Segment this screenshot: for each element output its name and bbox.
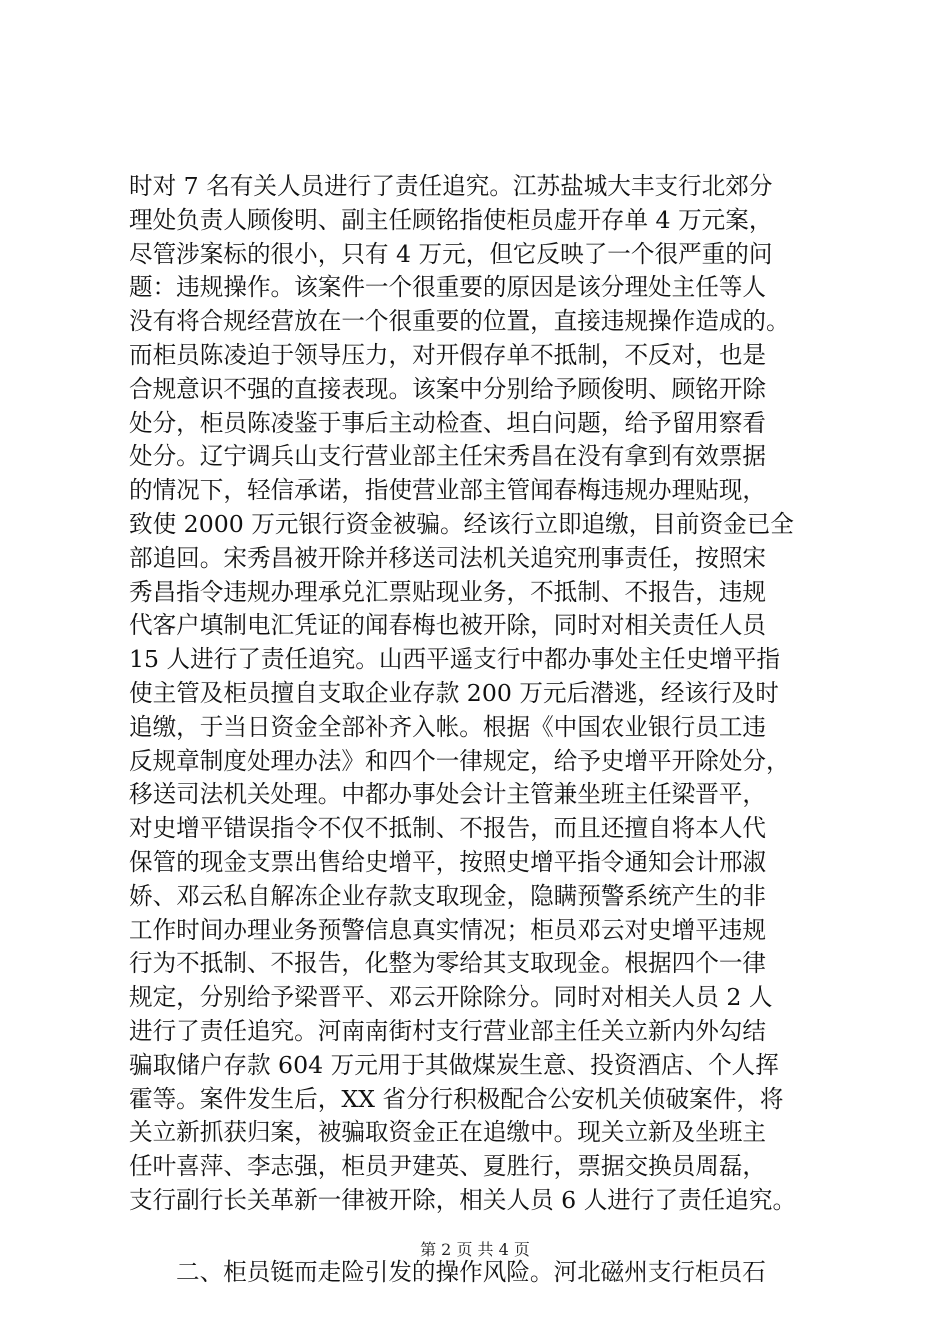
text-line: 二、柜员铤而走险引发的操作风险。河北磁州支行柜员石 bbox=[176, 1257, 766, 1286]
page-number-footer: 第 2 页 共 4 页 bbox=[420, 1240, 530, 1259]
text-line: 关立新抓获归案，被骗取资金正在追缴中。现关立新及坐班主 bbox=[129, 1118, 767, 1147]
text-line: 保管的现金支票出售给史增平，按照史增平指令通知会计邢淑 bbox=[129, 847, 767, 876]
text-line: 处分。辽宁调兵山支行营业部主任宋秀昌在没有拿到有效票据 bbox=[129, 442, 767, 471]
text-line: 移送司法机关处理。中都办事处会计主管兼坐班主任梁晋平， bbox=[129, 780, 767, 809]
text-line: 反规章制度处理办法》和四个一律规定，给予史增平开除处分， bbox=[129, 746, 790, 775]
text-line: 霍等。案件发生后，XX 省分行积极配合公安机关侦破案件，将 bbox=[129, 1084, 784, 1113]
text-line: 而柜员陈凌迫于领导压力，对开假存单不抵制，不反对，也是 bbox=[129, 340, 767, 369]
text-line: 骗取储户存款 604 万元用于其做煤炭生意、投资酒店、个人挥 bbox=[129, 1050, 779, 1079]
text-line: 秀昌指令违规办理承兑汇票贴现业务，不抵制、不报告，违规 bbox=[129, 577, 767, 606]
text-line: 娇、邓云私自解冻企业存款支取现金，隐瞒预警系统产生的非 bbox=[129, 881, 767, 910]
text-line: 行为不抵制、不报告，化整为零给其支取现金。根据四个一律 bbox=[129, 949, 767, 978]
text-line: 代客户填制电汇凭证的闻春梅也被开除，同时对相关责任人员 bbox=[129, 611, 767, 640]
paragraph-1 bbox=[129, 170, 859, 1218]
text-line: 对史增平错误指令不仅不抵制、不报告，而且还擅自将本人代 bbox=[129, 814, 767, 843]
document-body bbox=[129, 170, 859, 1290]
text-line: 致使 2000 万元银行资金被骗。经该行立即追缴，目前资金已全 bbox=[129, 509, 794, 538]
text-line: 工作时间办理业务预警信息真实情况；柜员邓云对史增平违规 bbox=[129, 915, 767, 944]
text-line: 理处负责人顾俊明、副主任顾铭指使柜员虚开存单 4 万元案， bbox=[129, 205, 773, 234]
text-line: 任叶喜萍、李志强，柜员尹建英、夏胜行，票据交换员周磊， bbox=[129, 1152, 767, 1181]
text-line: 规定，分别给予梁晋平、邓云开除除分。同时对相关人员 2 人 bbox=[129, 983, 773, 1012]
text-line: 合规意识不强的直接表现。该案中分别给予顾俊明、顾铭开除 bbox=[129, 374, 767, 403]
text-line: 15 人进行了责任追究。山西平遥支行中都办事处主任史增平指 bbox=[129, 645, 780, 674]
text-line: 的情况下，轻信承诺，指使营业部主管闻春梅违规办理贴现， bbox=[129, 476, 767, 505]
text-line: 追缴，于当日资金全部补齐入帐。根据《中国农业银行员工违 bbox=[129, 712, 767, 741]
text-line: 时对 7 名有关人员进行了责任追究。江苏盐城大丰支行北郊分 bbox=[129, 172, 773, 200]
text-line: 支行副行长关革新一律被开除，相关人员 6 人进行了责任追究。 bbox=[129, 1185, 797, 1214]
text-line: 尽管涉案标的很小，只有 4 万元，但它反映了一个很严重的问 bbox=[129, 239, 773, 268]
text-line: 使主管及柜员擅自支取企业存款 200 万元后潜逃，经该行及时 bbox=[129, 678, 779, 707]
text-line: 题：违规操作。该案件一个很重要的原因是该分理处主任等人 bbox=[129, 273, 767, 302]
text-line: 进行了责任追究。河南南街村支行营业部主任关立新内外勾结 bbox=[129, 1016, 767, 1045]
text-line: 部追回。宋秀昌被开除并移送司法机关追究刑事责任，按照宋 bbox=[129, 543, 767, 572]
text-line: 没有将合规经营放在一个很重要的位置，直接违规操作造成的。 bbox=[129, 307, 790, 336]
paragraph-2 bbox=[129, 1256, 859, 1290]
text-line: 处分，柜员陈凌鉴于事后主动检查、坦白问题，给予留用察看 bbox=[129, 408, 767, 437]
